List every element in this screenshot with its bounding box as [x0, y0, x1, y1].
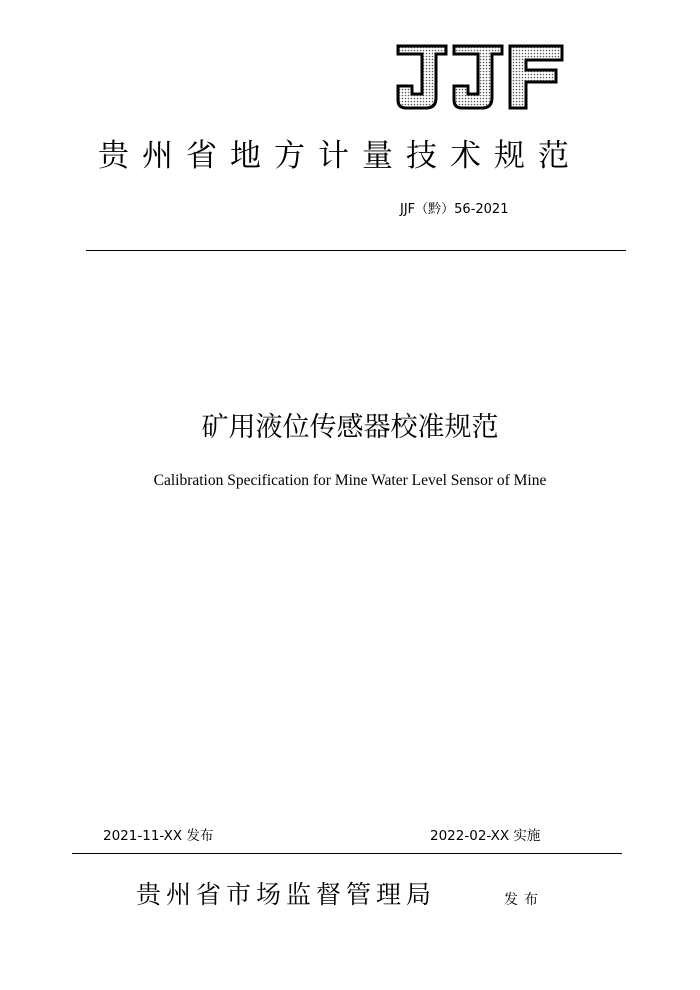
- issue-date: 2021-11-XX 发布: [103, 828, 214, 844]
- document-title-zh: 矿用液位传感器校准规范: [201, 412, 499, 443]
- jjf-logo-graphic: [392, 40, 568, 114]
- effective-date: 2022-02-XX 实施: [430, 828, 541, 844]
- publisher-name: 贵州省市场监督管理局: [136, 880, 437, 909]
- top-divider: [86, 250, 626, 251]
- org-title: 贵州省地方计量技术规范: [98, 138, 582, 174]
- publisher-suffix: 发布: [504, 892, 544, 908]
- document-code: JJF（黔）56-2021: [400, 202, 509, 217]
- document-title-en: Calibration Specification for Mine Water Level Sensor of Mine: [153, 472, 547, 489]
- jjf-logo: [392, 40, 568, 114]
- bottom-divider: [72, 853, 622, 854]
